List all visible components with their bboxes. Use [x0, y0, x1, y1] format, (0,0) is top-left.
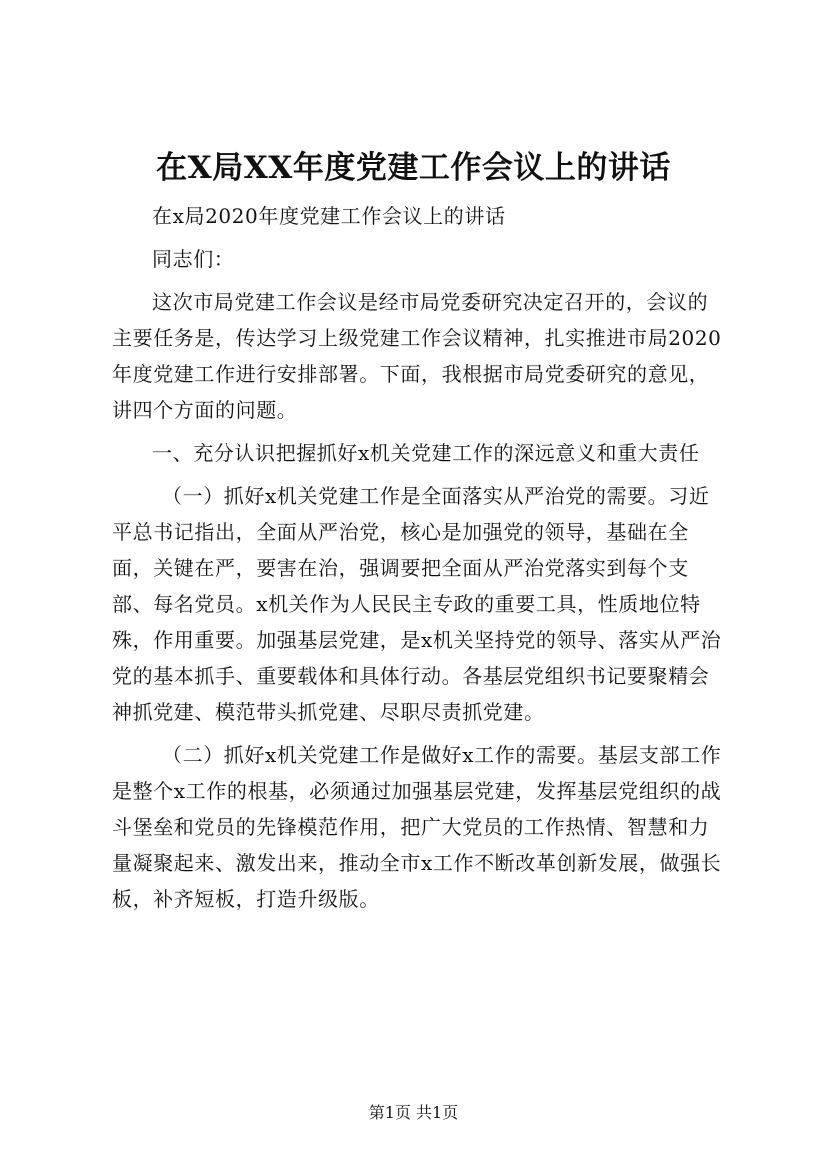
- paragraph-subsection-1: （一）抓好x机关党建工作是全面落实从严治党的需要。习近平总书记指出，全面从严治党，核心是加强党的领导，基础在全面，关键在严，要害在治，强调要把全面从严治党落实到每个支部、每名党员。x机关作为人民民主专政的重要工具，性质地位特殊，作用重要。加强基层党建，是x机关坚持党的领导、落实从严治党的基本抓手、重要载体和具体行动。各基层党组织书记要聚精会神抓党建、模范带头抓党建、尽职尽责抓党建。: [112, 484, 722, 724]
- page-number: 第1页 共1页: [368, 1103, 459, 1122]
- greeting: 同志们：: [152, 247, 235, 271]
- paragraph-intro: 这次市局党建工作会议是经市局党委研究决定召开的，会议的主要任务是，传达学习上级党建工作会议精神，扎实推进市局2020年度党建工作进行安排部署。下面，我根据市局党委研究的意见，讲四个方面的问题。: [112, 290, 722, 422]
- section-heading-1: 一、充分认识把握抓好x机关党建工作的深远意义和重大责任: [152, 441, 700, 465]
- document-body: [112, 198, 728, 924]
- document-title: 在X局XX年度党建工作会议上的讲话: [156, 150, 671, 186]
- paragraph-subsection-2: （二）抓好x机关党建工作是做好x工作的需要。基层支部工作是整个x工作的根基，必须通过加强基层党建，发挥基层党组织的战斗堡垒和党员的先锋模范作用，把广大党员的工作热情、智慧和力量凝聚起来、激发出来，推动全市x工作不断改革创新发展，做强长板，补齐短板，打造升级版。: [112, 743, 722, 911]
- document-subtitle: 在x局2020年度党建工作会议上的讲话: [152, 204, 506, 228]
